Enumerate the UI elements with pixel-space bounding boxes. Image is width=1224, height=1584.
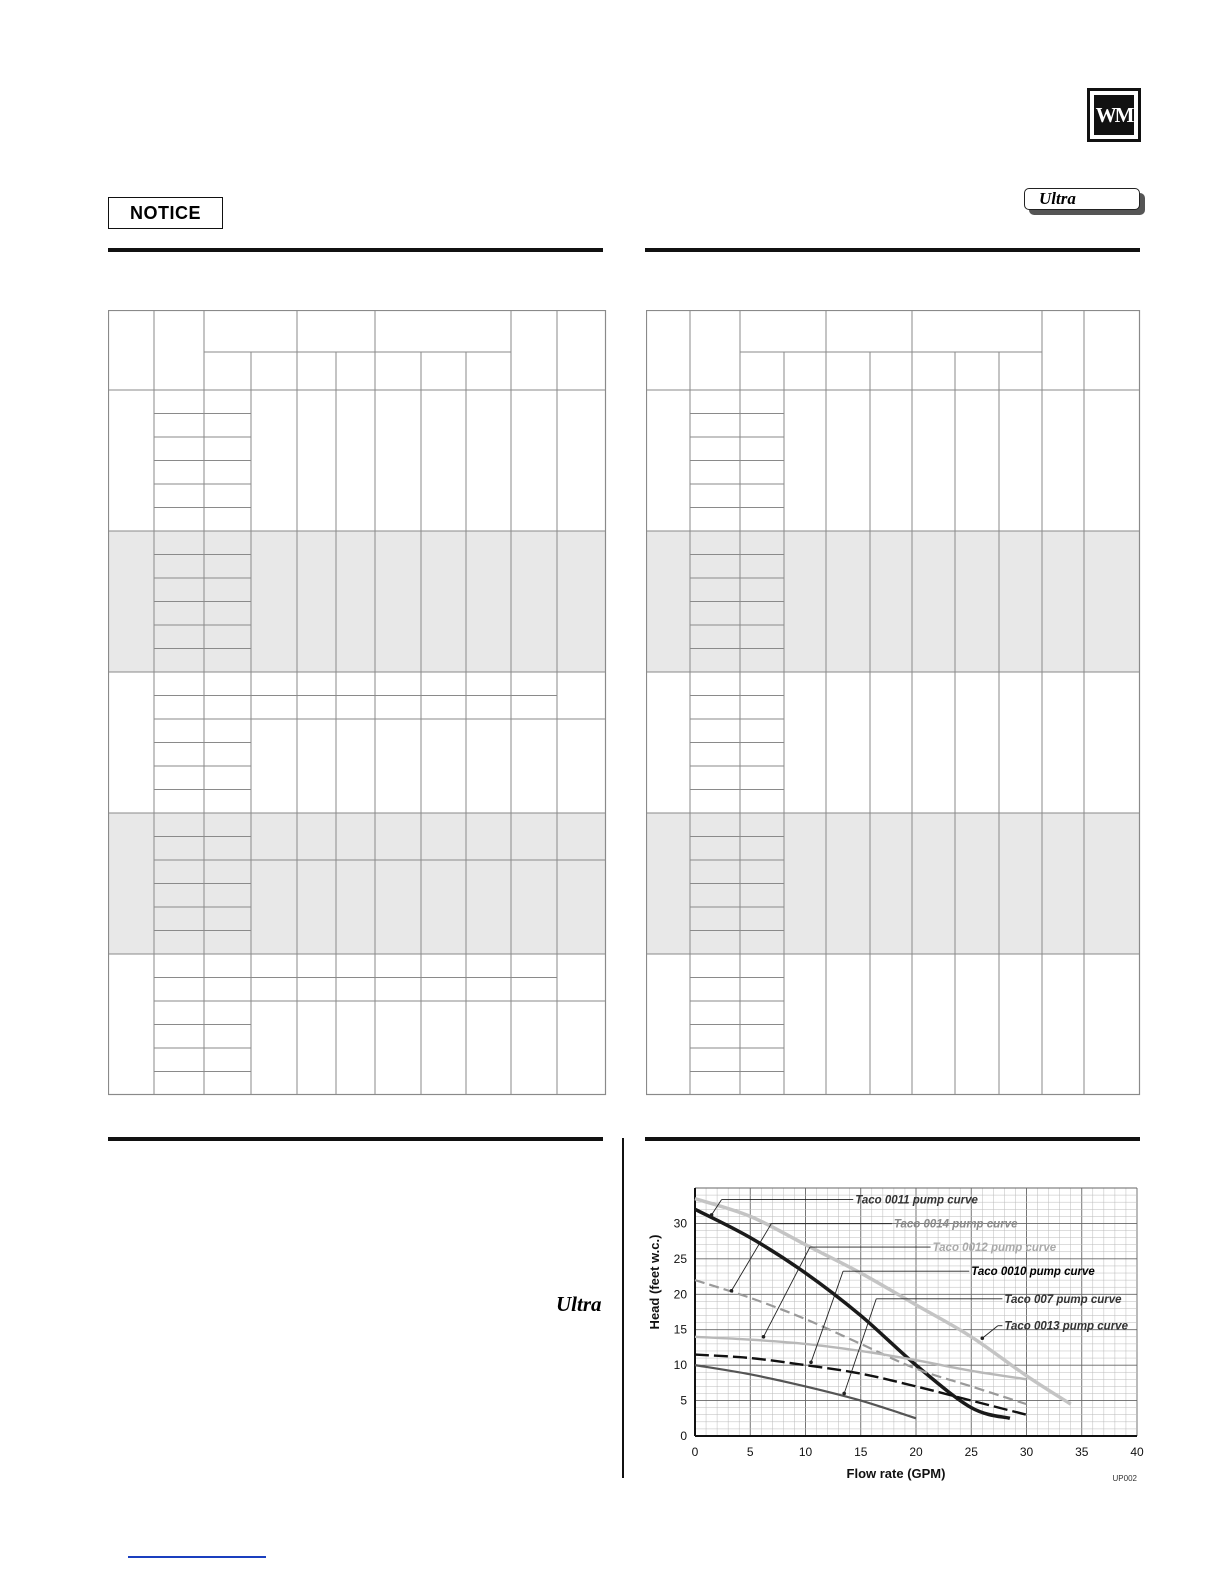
- chart-x-tick-label: 30: [1019, 1445, 1034, 1459]
- chart-leader-arrow: [710, 1213, 714, 1217]
- table-right-grid: [646, 310, 1142, 1096]
- pump-curve-line-1: [695, 1209, 1010, 1418]
- chart-leader-arrow: [809, 1361, 813, 1365]
- chart-figure-code: UP002: [1112, 1474, 1137, 1483]
- section-rule-left-top: [108, 248, 603, 252]
- chart-x-axis-label: Flow rate (GPM): [846, 1466, 946, 1481]
- footer-link-underline[interactable]: [128, 1556, 266, 1558]
- section-rule-right-top: [645, 248, 1140, 252]
- chart-x-tick-label: 15: [854, 1445, 868, 1459]
- table-left-border: [109, 311, 606, 1095]
- chart-x-tick-label: 20: [909, 1445, 923, 1459]
- chart-legend-label: Taco 0013 pump curve: [1004, 1320, 1128, 1333]
- chart-legend-label: Taco 0014 pump curve: [893, 1218, 1018, 1231]
- manufacturer-logo: [1087, 88, 1141, 142]
- table-left-grid: [108, 310, 608, 1096]
- product-script-text: Ultra: [556, 1292, 602, 1316]
- notice-box: NOTICE: [108, 197, 223, 229]
- chart-y-tick-label: 20: [673, 1287, 687, 1302]
- chart-leader-line: [982, 1326, 998, 1339]
- section-rule-right-bottom: [645, 1137, 1140, 1141]
- table-right-border: [647, 311, 1140, 1095]
- chart-leader-arrow: [762, 1335, 766, 1339]
- chart-x-tick-label: 5: [746, 1445, 754, 1459]
- pump-curve-chart: [640, 1170, 1150, 1490]
- chart-y-axis-label: Head (feet w.c.): [647, 1234, 662, 1330]
- chart-y-tick-label: 0: [680, 1429, 687, 1443]
- chart-y-tick-label: 30: [673, 1216, 687, 1231]
- chart-legend-label: Taco 0010 pump curve: [971, 1266, 1095, 1279]
- chart-legend-label: Taco 0011 pump curve: [855, 1194, 978, 1207]
- column-divider: [622, 1138, 624, 1478]
- chart-legend-label: Taco 007 pump curve: [1004, 1293, 1122, 1306]
- chart-x-tick-label: 35: [1075, 1445, 1089, 1459]
- chart-leader-arrow: [730, 1289, 734, 1293]
- chart-x-tick-label: 10: [798, 1445, 813, 1459]
- chart-leader-arrow: [981, 1336, 985, 1340]
- chart-y-tick-label: 15: [673, 1322, 687, 1337]
- chart-y-tick-label: 25: [673, 1251, 687, 1266]
- chart-x-tick-label: 40: [1130, 1445, 1144, 1459]
- chart-leader-arrow: [842, 1392, 846, 1396]
- chart-legend-label: Taco 0012 pump curve: [932, 1242, 1057, 1255]
- chart-y-tick-label: 10: [673, 1358, 687, 1373]
- chart-leader-line: [731, 1224, 771, 1291]
- chart-x-tick-label: 25: [964, 1445, 978, 1459]
- table-right: [646, 310, 1142, 1096]
- chart-y-tick-label: 5: [680, 1393, 687, 1408]
- series-tab: Ultra: [1024, 188, 1140, 210]
- chart-x-tick-label: 0: [691, 1445, 699, 1459]
- pump-curve-svg: [640, 1170, 1150, 1490]
- logo-mark: WM: [1094, 95, 1134, 135]
- table-left: [108, 310, 608, 1096]
- section-rule-left-bottom: [108, 1137, 603, 1141]
